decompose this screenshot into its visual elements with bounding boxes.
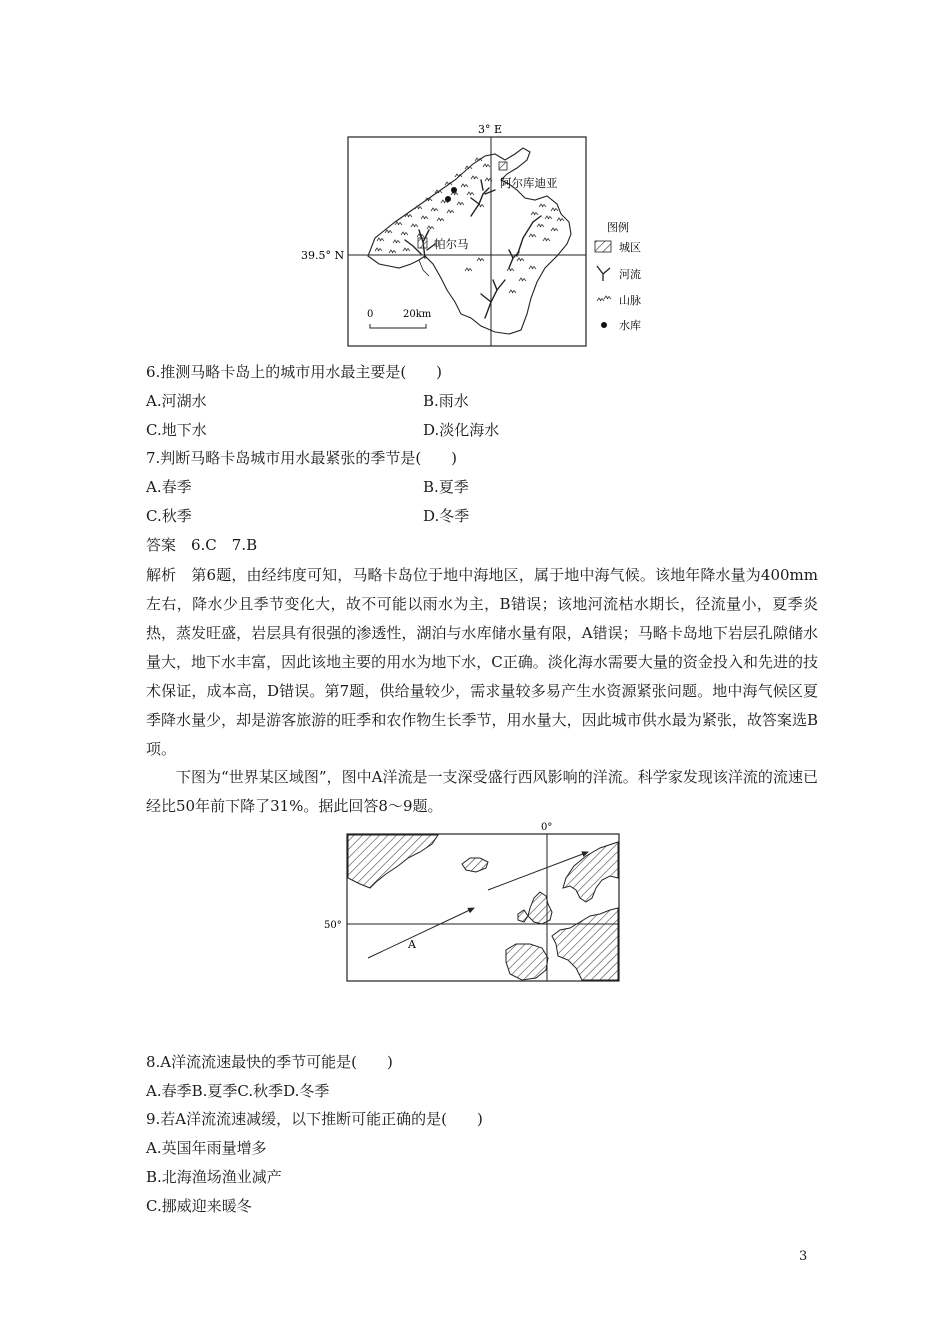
- legend-mountain: 山脉: [619, 294, 641, 307]
- question-9-option-b: B.北海渔场渔业减产: [146, 1168, 282, 1186]
- map2-longitude-label: 0°: [541, 822, 553, 833]
- landmass-uk: [528, 892, 552, 924]
- scale-km: 20km: [403, 309, 432, 320]
- page-number: 3: [799, 1249, 808, 1264]
- legend-urban: 城区: [619, 241, 641, 254]
- alcudia-urban: [499, 162, 507, 170]
- question-6-option-b: B.雨水: [423, 392, 469, 410]
- reservoir-1: [451, 187, 457, 193]
- map-legend: [595, 220, 641, 332]
- landmass-greenland: [348, 835, 438, 888]
- city-alcudia: 阿尔库迪亚: [500, 176, 558, 190]
- scale-zero: 0: [367, 309, 374, 320]
- world-region-map: [320, 818, 630, 990]
- question-9-option-c: C.挪威迎来暖冬: [146, 1197, 252, 1215]
- question-7-option-d: D.冬季: [423, 507, 470, 525]
- palma-urban: [418, 238, 427, 248]
- question-8-stem: 8.A洋流流速最快的季节可能是( ): [146, 1053, 393, 1071]
- landmass-ireland: [518, 910, 528, 922]
- scale-bar: [370, 324, 426, 328]
- landmass-scandinavia: [563, 842, 618, 902]
- legend-river: 河流: [619, 268, 641, 281]
- question-7-option-b: B.夏季: [423, 478, 469, 496]
- question-6-option-d: D.淡化海水: [423, 421, 500, 439]
- legend-reservoir-symbol: [601, 322, 607, 328]
- mallorca-map: [295, 118, 665, 350]
- question-7-option-a: A.春季: [146, 478, 192, 496]
- question-8-options: A.春季B.夏季C.秋季D.冬季: [146, 1082, 330, 1100]
- latitude-label: 39.5° N: [301, 249, 345, 262]
- current-a-label: A: [408, 938, 416, 951]
- landmass-iceland: [462, 858, 488, 872]
- question-6-option-a: A.河湖水: [146, 392, 207, 410]
- answer-line: 答案 6.C 7.B: [146, 536, 258, 554]
- coast-detail: [419, 260, 429, 276]
- legend-title: 图例: [607, 221, 629, 234]
- city-palma: 帕尔马: [434, 237, 469, 251]
- current-a-arrow: [368, 908, 474, 958]
- reservoir-2: [445, 196, 451, 202]
- question-6-option-c: C.地下水: [146, 421, 207, 439]
- longitude-label: 3° E: [478, 123, 503, 136]
- landmass-europe: [552, 908, 618, 980]
- intro-paragraph: 下图为“世界某区域图”，图中A洋流是一支深受盛行西风影响的洋流。科学家发现该洋流的流速已经比50年前下降了31%。据此回答8～9题。: [146, 768, 818, 815]
- question-6-stem: 6.推测马略卡岛上的城市用水最主要是( ): [146, 363, 443, 381]
- legend-urban-symbol: [595, 241, 611, 252]
- legend-river-symbol: [597, 266, 610, 281]
- landmass-iberia: [506, 944, 548, 980]
- question-9-option-a: A.英国年雨量增多: [146, 1139, 267, 1157]
- mountain-range-east: [465, 204, 564, 293]
- legend-reservoir: 水库: [619, 319, 641, 332]
- question-7-stem: 7.判断马略卡岛城市用水最紧张的季节是( ): [146, 449, 458, 467]
- question-9-stem: 9.若A洋流流速减缓，以下推断可能正确的是( ): [146, 1110, 483, 1128]
- question-7-option-c: C.秋季: [146, 507, 192, 525]
- legend-mountain-symbol: [597, 296, 611, 301]
- map2-latitude-label: 50°: [324, 920, 342, 931]
- analysis-paragraph: 解析 第6题，由经纬度可知，马略卡岛位于地中海地区，属于地中海气候。该地年降水量为400mm左右，降水少且季节变化大，故不可能以雨水为主，B错误；该地河流枯水期长，径流量小，夏季炎热，蒸发旺盛，岩层具有很强的渗透性，湖泊与水库储水量有限，A错误；马略卡岛地下岩层孔隙储水量大，地下水丰富，因此该地主要的用水为地下水，C正确。淡化海水需要大量的资金投入和先进的技术保证，成本高，D错误。第7题，供给量较少，需求量较多易产生水资源紧张问题。地中海气候区夏季降水量少，却是游客旅游的旺季和农作物生长季节，用水量大，因此城市供水最为紧张，故答案选B项。: [146, 566, 818, 758]
